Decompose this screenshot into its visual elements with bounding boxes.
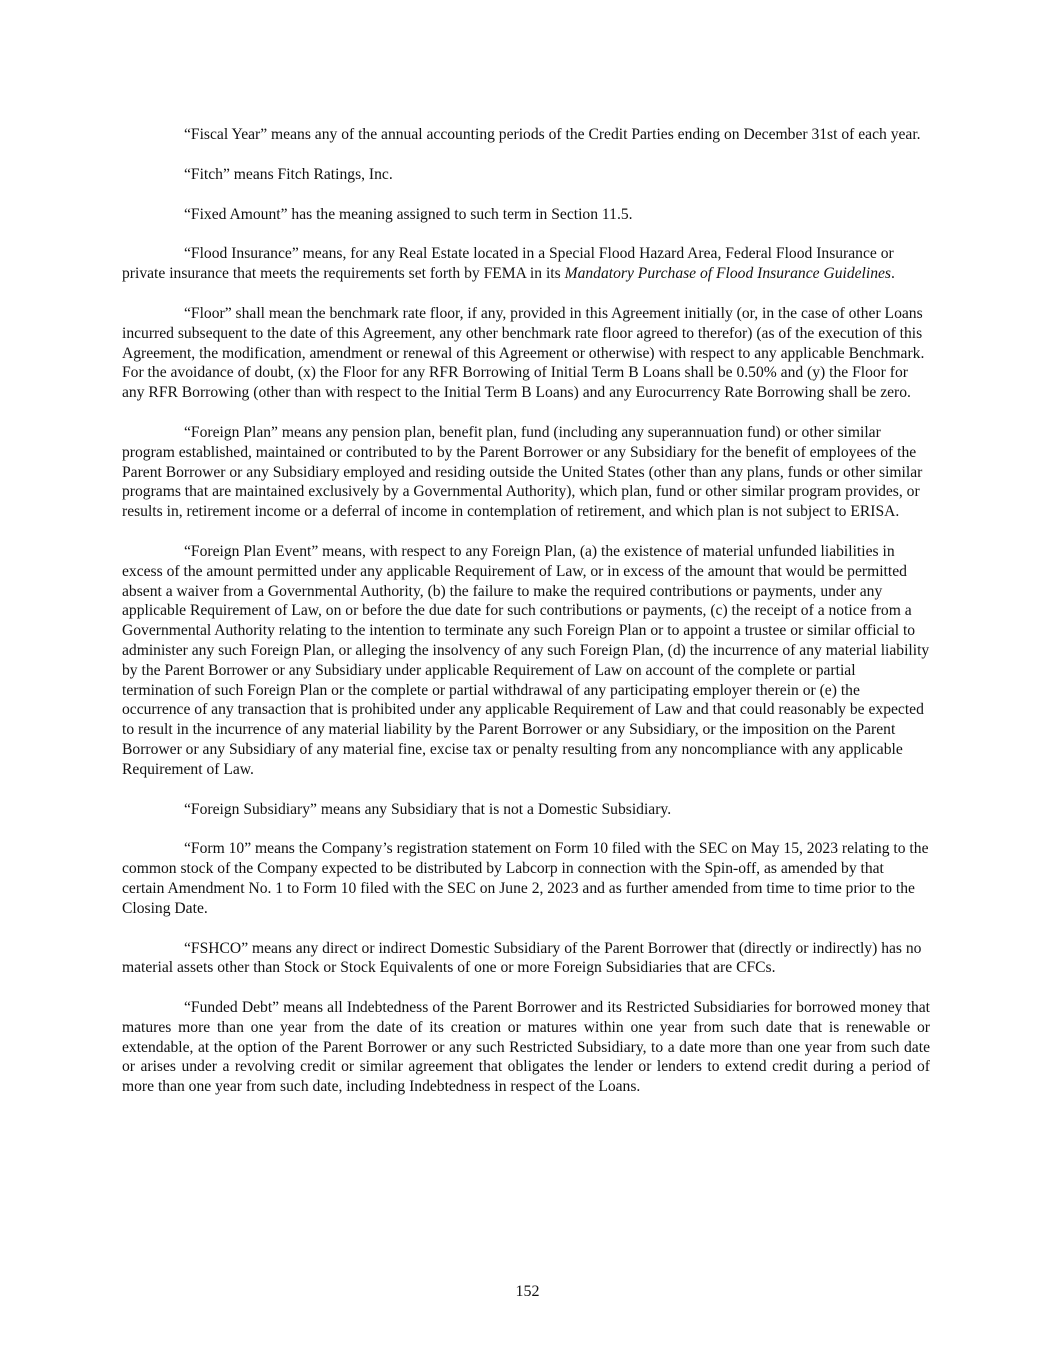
definition-flood-insurance — [122, 244, 930, 284]
definition-fixed-amount: “Fixed Amount” has the meaning assigned to such term in Section 11.5. — [184, 205, 633, 223]
definition-fshco: “FSHCO” means any direct or indirect Domestic Subsidiary of the Parent Borrower that (directly or indirectly) has no material assets other than Stock or Stock Equivalents of one or more Foreign Subsidiaries that are CFCs. — [122, 939, 922, 977]
definition-foreign-plan-event: “Foreign Plan Event” means, with respect to any Foreign Plan, (a) the existence of material unfunded liabilities in excess of the amount permitted under any applicable Requirement of Law, or in excess of the amount that would be permitted absent a waiver from a Governmental Authority, (b) the failure to make the required contributions or payments, under any applicable Requirement of Law, on or before the due date for such contributions or payments, (c) the receipt of a notice from a Governmental Authority relating to the intention to terminate any such Foreign Plan or to appoint a trustee or similar official to administer any such Foreign Plan, or alleging the insolvency of any such Foreign Plan, (d) the incurrence of any material liability by the Parent Borrower or any Subsidiary under applicable Requirement of Law on account of the complete or partial termination of such Foreign Plan or the complete or partial withdrawal of any participating employer therein or (e) the occurrence of any transaction that is prohibited under any applicable Requirement of Law and that could reasonably be expected to result in the incurrence of any material liability by the Parent Borrower or any Subsidiary, or the imposition on the Parent Borrower or any Subsidiary of any material fine, excise tax or penalty resulting from any noncompliance with any applicable Requirement of Law. — [122, 542, 930, 778]
document-body — [122, 125, 930, 1117]
definition-foreign-plan: “Foreign Plan” means any pension plan, benefit plan, fund (including any superannuation fund) or other similar program established, maintained or contributed to by the Parent Borrower or any Subsidiary for the benefit of employees of the Parent Borrower or any Subsidiary employed and residing outside the United States (other than any plans, funds or other similar programs that are maintained exclusively by a Governmental Authority), which plan, fund or other similar program provides, or results in, retirement income or a deferral of income in contemplation of retirement, and which plan is not subject to ERISA. — [122, 423, 923, 521]
flood-insurance-text: “Flood Insurance” means, for any Real Estate located in a Special Flood Hazard Area, Federal Flood Insurance or private insurance that meets the requirements set forth by FEMA in its — [122, 245, 894, 283]
definition-fiscal-year: “Fiscal Year” means any of the annual accounting periods of the Credit Parties ending on December 31st of each year. — [184, 126, 921, 143]
flood-insurance-period: . — [891, 265, 895, 283]
definition-fitch: “Fitch” means Fitch Ratings, Inc. — [184, 165, 393, 183]
definition-foreign-subsidiary: “Foreign Subsidiary” means any Subsidiary that is not a Domestic Subsidiary. — [184, 800, 672, 818]
flood-insurance-guidelines-title: Mandatory Purchase of Flood Insurance Guidelines — [564, 265, 891, 283]
page-number: 152 — [515, 1283, 540, 1300]
definition-funded-debt: “Funded Debt” means all Indebtedness of the Parent Borrower and its Restricted Subsidiaries for borrowed money that matures more than one year from the date of its creation or matures within one year from such date that is renewable or extendable, at the option of the Parent Borrower or any such Restricted Subsidiary, to a date more than one year from such date or arises under a revolving credit or similar agreement that obligates the lender or lenders to extend credit during a period of more than one year from such date, including Indebtedness in respect of the Loans. — [122, 999, 930, 1096]
definition-floor: “Floor” shall mean the benchmark rate floor, if any, provided in this Agreement initially (or, in the case of other Loans incurred subsequent to the date of this Agreement, any other benchmark rate floor agreed to therefor) (as of the execution of this Agreement, the modification, amendment or renewal of this Agreement or otherwise) with respect to any applicable Benchmark. For the avoidance of doubt, (x) the Floor for any RFR Borrowing of Initial Term B Loans shall be 0.50% and (y) the Floor for any RFR Borrowing (other than with respect to the Initial Term B Loans) and any Eurocurrency Rate Borrowing shall be zero. — [122, 304, 925, 402]
definition-form-10: “Form 10” means the Company’s registration statement on Form 10 filed with the SEC on May 15, 2023 relating to the common stock of the Company expected to be distributed by Labcorp in connection with the Spin-off, as amended by that certain Amendment No. 1 to Form 10 filed with the SEC on June 2, 2023 and as further amended from time to time prior to the Closing Date. — [122, 840, 929, 917]
